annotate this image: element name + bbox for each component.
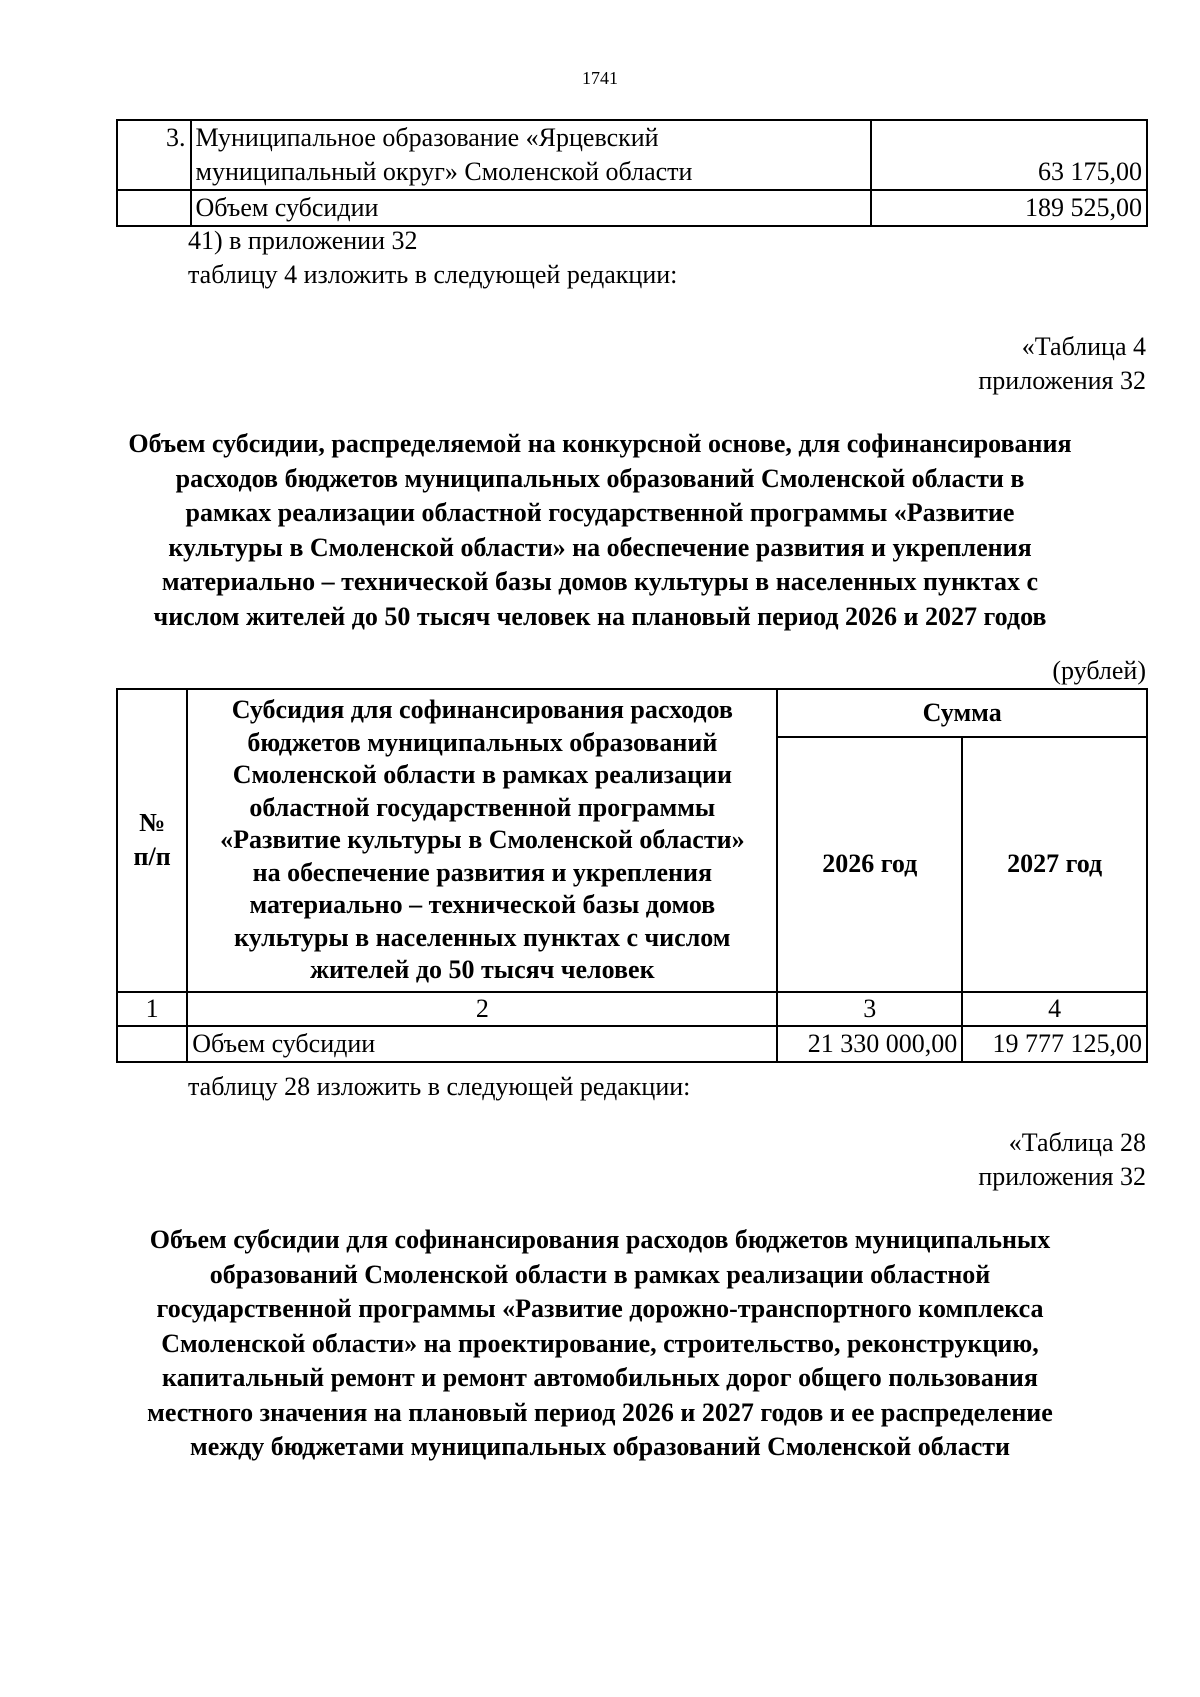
- table4-title: [100, 427, 1100, 634]
- table-row: [117, 120, 1147, 190]
- title-line: расходов бюджетов муниципальных образований Смоленской области в: [175, 463, 1025, 493]
- page-number: 1741: [582, 68, 618, 88]
- title-line: Объем субсидии для софинансирования расходов бюджетов муниципальных: [149, 1225, 1051, 1254]
- title-line: Объем субсидии, распределяемой на конкурсной основе, для софинансирования: [128, 429, 1072, 458]
- header-name-line: материально – технической базы домов: [249, 890, 716, 919]
- row-number: [117, 190, 191, 226]
- index-row: [117, 992, 1147, 1026]
- municipality-name: [191, 120, 872, 190]
- header-name-line: жителей до 50 тысяч человек: [310, 955, 655, 984]
- table4: [116, 688, 1148, 1063]
- header-name-line: областной государственной программы: [249, 792, 716, 822]
- municipality-name-line: муниципальный округ» Смоленской области: [195, 157, 693, 186]
- total-label: Объем субсидии: [187, 1026, 777, 1062]
- header-num: [117, 689, 187, 992]
- title-line: образований Смоленской области в рамках реализации областной: [209, 1259, 991, 1289]
- reference-line: приложения 32: [978, 1162, 1146, 1191]
- amount-cell: 63 175,00: [871, 120, 1147, 190]
- paragraph-41: [188, 224, 677, 292]
- index-cell: 2: [187, 992, 777, 1026]
- continuation-table: [116, 119, 1148, 227]
- paragraph-line: таблицу 4 изложить в следующей редакции:: [188, 260, 678, 289]
- table-row-total: [117, 190, 1147, 226]
- title-line: материально – технической базы домов культуры в населенных пунктах с: [161, 567, 1039, 596]
- reference-line: приложения 32: [978, 366, 1146, 395]
- table4-reference: [978, 330, 1146, 398]
- table-row-total: [117, 1026, 1147, 1062]
- paragraph-line: 41) в приложении 32: [188, 226, 418, 255]
- header-num-line: п/п: [133, 842, 171, 872]
- unit-label: (рублей): [1052, 656, 1146, 685]
- index-cell: 1: [117, 992, 187, 1026]
- total-2026: 21 330 000,00: [777, 1026, 962, 1062]
- header-name-line: «Развитие культуры в Смоленской области»: [220, 825, 745, 854]
- header-num-line: №: [139, 808, 166, 838]
- reference-line: «Таблица 28: [1008, 1128, 1146, 1157]
- title-line: Смоленской области» на проектирование, строительство, реконструкцию,: [161, 1328, 1039, 1358]
- table28-title: [100, 1223, 1100, 1465]
- total-amount: 189 525,00: [871, 190, 1147, 226]
- total-2027: 19 777 125,00: [962, 1026, 1147, 1062]
- table28-reference: [978, 1126, 1146, 1194]
- header-name: [187, 689, 777, 992]
- reference-line: «Таблица 4: [1021, 332, 1146, 361]
- title-line: рамках реализации областной государственной программы «Развитие: [185, 498, 1015, 527]
- header-name-line: Субсидия для софинансирования расходов: [231, 695, 733, 724]
- header-name-line: культуры в населенных пунктах с числом: [234, 922, 731, 952]
- header-2027: 2027 год: [962, 737, 1147, 992]
- header-2026: 2026 год: [777, 737, 962, 992]
- header-name-line: Смоленской области в рамках реализации: [232, 760, 732, 789]
- title-line: государственной программы «Развитие дорожно-транспортного комплекса: [156, 1294, 1044, 1323]
- municipality-name-line: Муниципальное образование «Ярцевский: [195, 123, 659, 152]
- header-sum: Сумма: [777, 689, 1147, 737]
- title-line: местного значения на плановый период 2026 и 2027 годов и ее распределение: [147, 1397, 1053, 1427]
- title-line: культуры в Смоленской области» на обеспечение развития и укрепления: [168, 532, 1032, 562]
- total-label: Объем субсидии: [191, 190, 872, 226]
- index-cell: 4: [962, 992, 1147, 1026]
- title-line: капитальный ремонт и ремонт автомобильных дорог общего пользования: [162, 1363, 1038, 1392]
- row-number: 3.: [117, 120, 191, 190]
- index-cell: 3: [777, 992, 962, 1026]
- header-name-line: бюджетов муниципальных образований: [247, 727, 718, 757]
- header-name-line: на обеспечение развития и укрепления: [252, 857, 713, 887]
- row-number: [117, 1026, 187, 1062]
- paragraph-28: таблицу 28 изложить в следующей редакции:: [188, 1072, 691, 1101]
- header-row: [117, 689, 1147, 737]
- title-line: между бюджетами муниципальных образований Смоленской области: [190, 1432, 1010, 1461]
- title-line: числом жителей до 50 тысяч человек на плановый период 2026 и 2027 годов: [153, 601, 1047, 631]
